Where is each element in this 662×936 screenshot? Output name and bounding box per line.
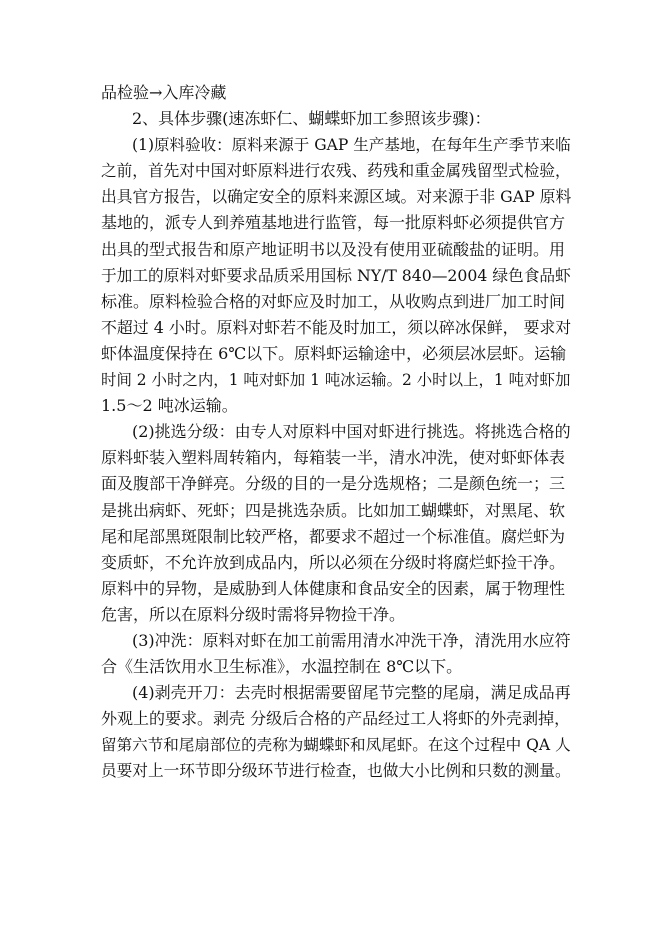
text-line: 危害，所以在原料分级时需将异物捡干净。: [101, 604, 406, 624]
text-line: 变质虾，不允许放到成品内，所以必须在分级时将腐烂虾捡干净。: [101, 552, 566, 572]
text-line: 出具官方报告，以确定安全的原料来源区域。对来源于非 GAP 原料: [101, 187, 572, 207]
text-line: 基地的，派专人到养殖基地进行监管，每一批原料虾必须提供官方: [101, 213, 566, 233]
text-line: 虾体温度保持在 6℃以下。原料虾运输途中，必须层冰层虾。运输: [101, 343, 567, 363]
text-line: 员要对上一环节即分级环节进行检查，也做大小比例和只数的测量。: [101, 761, 571, 781]
text-line: 原料中的异物，是威胁到人体健康和食品安全的因素，属于物理性: [101, 578, 566, 598]
text-line: (1)原料验收：原料来源于 GAP 生产基地，在每年生产季节来临: [132, 136, 571, 155]
text-line: 2、具体步骤(速冻虾仁、蝴蝶虾加工参照该步骤)：: [132, 109, 491, 129]
text-line: 时间 2 小时之内，1 吨对虾加 1 吨冰运输。2 小时以上，1 吨对虾加: [101, 371, 571, 390]
text-line: (3)冲洗：原料对虾在加工前需用清水冲洗干净，清洗用水应符: [132, 630, 571, 650]
text-line: 面及腹部干净鲜亮。分级的目的一是分选规格；二是颜色统一；三: [101, 474, 566, 494]
text-line: 是挑出病虾、死虾；四是挑选杂质。比如加工蝴蝶虾，对黑尾、软: [101, 500, 566, 520]
text-line: 于加工的原料对虾要求品质采用国标 NY/T 840—2004 绿色食品虾: [101, 265, 571, 285]
text-line: 外观上的要求。剥壳 分级后合格的产品经过工人将虾的外壳剥掉，: [101, 709, 571, 729]
text-line: 1.5～2 吨冰运输。: [101, 396, 238, 416]
text-line: 留第六节和尾扇部位的壳称为蝴蝶虾和凤尾虾。在这个过程中 QA 人: [101, 736, 571, 755]
text-line: 标准。原料检验合格的对虾应及时加工，从收购点到进厂加工时间: [101, 291, 566, 311]
text-line: 原料虾装入塑料周转箱内，每箱装一半，清水冲洗，使对虾虾体表: [101, 448, 566, 468]
text-line: 不超过 4 小时。原料对虾若不能及时加工，须以碎冰保鲜， 要求对: [101, 317, 572, 337]
text-line: 出具的型式报告和原产地证明书以及没有使用亚硫酸盐的证明。用: [101, 239, 566, 259]
document-body: [101, 80, 571, 785]
text-line: (4)剥壳开刀：去壳时根据需要留尾节完整的尾扇，满足成品再: [132, 683, 571, 703]
text-line: (2)挑选分级：由专人对原料中国对虾进行挑选。将挑选合格的: [132, 422, 571, 442]
text-line: 尾和尾部黑斑限制比较严格，都要求不超过一个标准值。腐烂虾为: [101, 526, 566, 546]
text-line: 之前，首先对中国对虾原料进行农残、药残和重金属残留型式检验，: [101, 161, 571, 181]
text-line: 品检验→入库冷藏: [101, 83, 227, 102]
text-line: 合《生活饮用水卫生标准》，水温控制在 8℃以下。: [101, 657, 463, 677]
